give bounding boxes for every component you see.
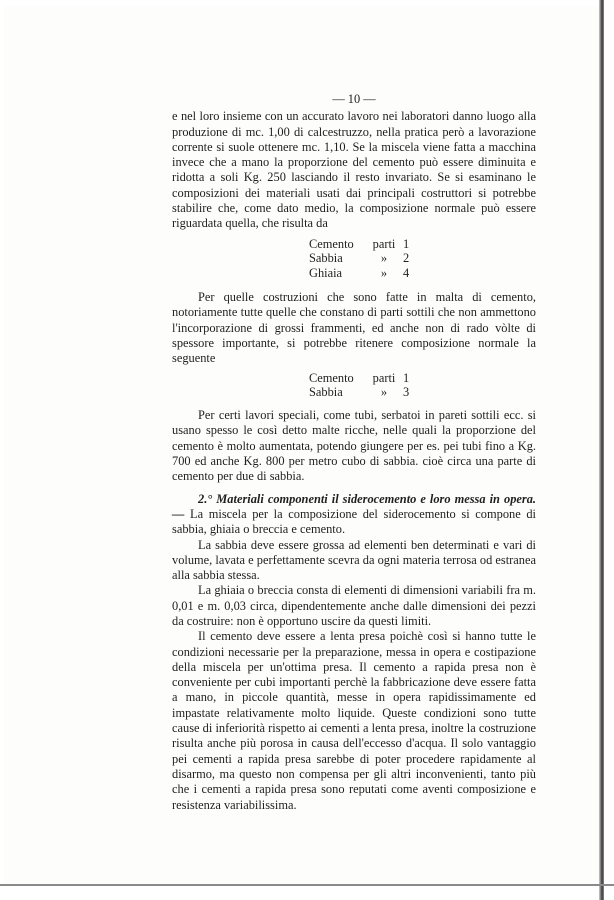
unit: » [380, 251, 388, 266]
page-number: — 10 — [332, 92, 376, 106]
quantity: 2 [403, 251, 410, 266]
formula-row [309, 266, 536, 281]
unit: parti [372, 370, 396, 385]
material-name: Cemento [309, 236, 354, 251]
paragraph-1: e nel loro insieme con un accurato lavoro nei laboratori danno luogo alla produzione di mc. 1,00 di calcestruzzo, nella pratica però a lavorazione corrente si suole ottenere mc. 1,10. Se la miscela viene fatta a macchina invece che a mano la proporzione del cemento può essere diminuita e ridotta a soli Kg. 250 lasciando il resto invariato. Se si esaminano le composizioni dei materiali usati dai principali costruttori si potrebbe stabilire che, come dato medio, la composizione normale può essere riguardata quella, che risulta da [172, 109, 536, 231]
paragraph-4-text: La miscela per la composizione del siderocemento si compone di sabbia, ghiaia o breccia e cemento. [172, 506, 536, 537]
quantity: 3 [403, 385, 410, 400]
unit: parti [372, 236, 396, 251]
material-name: Sabbia [309, 385, 343, 400]
paragraph-3: Per certi lavori speciali, come tubi, serbatoi in pareti sottili ecc. si usano spesso le così detto malte ricche, nelle quali la proporzione del cemento è molto aumentata, potendo giungere per es. pei tubi fino a Kg. 700 ed anche Kg. 800 per metro cubo di sabbia. cioè circa una parte di cemento per due di sabbia. [172, 408, 536, 484]
material-name: Sabbia [309, 251, 343, 266]
formula-normal-mix [309, 237, 536, 281]
paragraph-7: Il cemento deve essere a lenta presa poichè così si hanno tutte le condizioni necessarie per la preparazione, messa in opera e costipazione della miscela per un'ottima presa. Il cemento a rapida presa non è conveniente per cubi importanti perchè la fabbricazione deve essere fatta a mano, in piccole quantità, messe in opera rapidissimamente ed impastate relativamente molto liquide. Queste condizioni sono tutte cause di inferiorità rispetto ai cementi a lenta presa, inoltre la costruzione risulta anche più porosa in causa dell'eccesso d'acqua. Il solo vantaggio pei cementi a rapida presa sarebbe di poter procedere rapidamente al disarmo, ma questo non compensa per gli altri inconvenienti, tanto più che i cementi a rapida presa sono reputati come aventi composizione e resistenza variabilissima. [172, 629, 536, 812]
formula-row [309, 385, 536, 400]
paragraph-2: Per quelle costruzioni che sono fatte in malta di cemento, notoriamente tutte quelle che constano di parti sottili che non ammettono l'incorporazione di grossi frammenti, ed anche non di rado vòlte di spessore importante, si potrebbe ritenere composizione normale la seguente [172, 290, 536, 366]
quantity: 1 [403, 236, 410, 251]
formula-row [309, 371, 536, 386]
paragraph-6: La ghiaia o breccia consta di elementi di dimensioni variabili fra m. 0,01 e m. 0,03 circa, dipendentemente anche dalle dimensioni dei pezzi da costruire: non è opportuno uscire da questi limiti. [172, 583, 536, 628]
unit: » [380, 385, 388, 400]
formula-row [309, 251, 536, 266]
material-name: Cemento [309, 370, 354, 385]
formula-row [309, 237, 536, 252]
quantity: 4 [403, 266, 410, 281]
formula-mortar-mix [309, 371, 536, 401]
quantity: 1 [403, 370, 410, 385]
unit: » [380, 266, 388, 281]
material-name: Ghiaia [309, 266, 343, 281]
paragraph-5: La sabbia deve essere grossa ad elementi ben determinati e vari di volume, lavata e perfettamente scevra da ogni materia terrosa od estranea alla sabbia stessa. [172, 537, 536, 583]
page-edge-shadow [599, 0, 604, 900]
section-heading: 2.° Materiali componenti il siderocemento e loro messa in opera. — [172, 491, 536, 521]
page-bottom-edge [0, 884, 614, 886]
paragraph-4 [172, 492, 536, 538]
page-body [172, 92, 536, 813]
